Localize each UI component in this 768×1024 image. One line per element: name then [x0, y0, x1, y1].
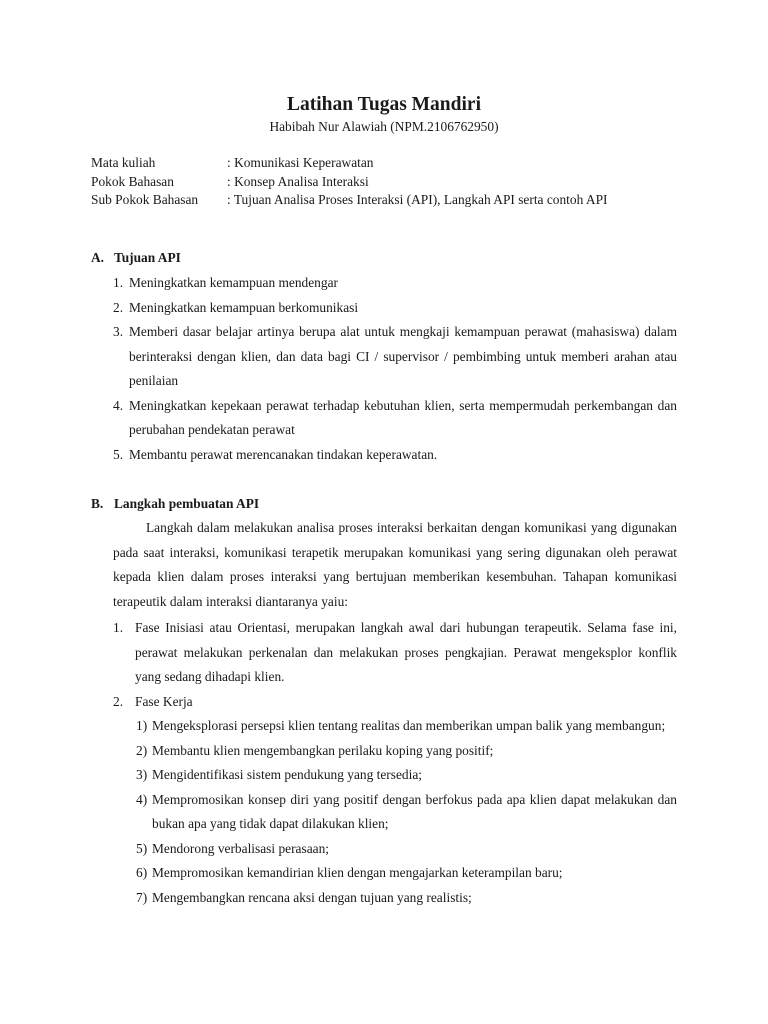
section-b-list — [113, 616, 677, 910]
meta-label: Pokok Bahasan — [91, 173, 174, 189]
meta-row — [91, 154, 607, 173]
sublist-number: 5) — [136, 840, 148, 856]
sublist-text: Mengeksplorasi persepsi klien tentang realitas dan memberikan umpan balik yang membangun; — [152, 718, 666, 733]
sublist-text: Mengidentifikasi sistem pendukung yang tersedia; — [152, 767, 422, 782]
list-number: 3. — [113, 324, 124, 339]
list-text: Memberi dasar belajar artinya berupa alat untuk mengkaji kemampuan perawat (mahasiswa) dalam berinteraksi dengan klien, dan data bagi CI / supervisor / pembimbing untuk memberi arahan atau penilaian — [129, 324, 677, 388]
sublist-number: 2) — [136, 742, 148, 758]
list-number: 2. — [113, 693, 124, 709]
list-item — [113, 690, 677, 715]
list-item — [113, 271, 677, 296]
meta-value: : Tujuan Analisa Proses Interaksi (API), Langkah API serta contoh API — [227, 192, 608, 207]
meta-row — [91, 191, 607, 210]
section-a-heading — [91, 250, 181, 266]
section-letter: A. — [91, 250, 105, 265]
meta-label: Sub Pokok Bahasan — [91, 192, 199, 207]
section-b-heading — [91, 496, 259, 512]
meta-value: : Komunikasi Keperawatan — [227, 155, 374, 170]
list-item — [113, 320, 677, 394]
sublist-text: Mempromosikan kemandirian klien dengan mengajarkan keterampilan baru; — [152, 865, 563, 880]
list-number: 1. — [113, 620, 124, 635]
sublist-item — [136, 886, 677, 911]
meta-label: Mata kuliah — [91, 155, 156, 170]
list-item — [113, 443, 677, 468]
sublist-item — [136, 861, 677, 886]
list-text: Fase Kerja — [135, 693, 193, 709]
phase-2-sublist — [136, 714, 677, 910]
list-number: 1. — [113, 275, 124, 290]
sublist-item — [136, 788, 677, 837]
list-text: Meningkatkan kepekaan perawat terhadap kebutuhan klien, serta mempermudah perkembangan dan perubahan pendekatan perawat — [129, 397, 677, 437]
sublist-text: Membantu klien mengembangkan perilaku koping yang positif; — [152, 742, 494, 758]
list-text: Membantu perawat merencanakan tindakan keperawatan. — [129, 446, 438, 462]
page-title: Latihan Tugas Mandiri — [287, 94, 481, 115]
sublist-text: Mendorong verbalisasi perasaan; — [152, 840, 329, 856]
list-text: Fase Inisiasi atau Orientasi, merupakan langkah awal dari hubungan terapeutik. Selama fase ini, perawat melakukan perkenalan dan melakukan proses pengkajian. Perawat mengeksplor konflik yang sedang dihadapi klien. — [135, 620, 677, 684]
sublist-number: 6) — [136, 865, 148, 880]
list-item — [113, 296, 677, 321]
sublist-number: 3) — [136, 767, 148, 782]
sublist-text: Mengembangkan rencana aksi dengan tujuan yang realistis; — [152, 889, 472, 905]
meta-row — [91, 173, 607, 192]
section-title: Langkah pembuatan API — [114, 496, 260, 511]
list-number: 2. — [113, 299, 124, 315]
sublist-number: 4) — [136, 791, 148, 807]
author-line: Habibah Nur Alawiah (NPM.2106762950) — [269, 119, 499, 134]
list-text: Meningkatkan kemampuan berkomunikasi — [129, 299, 359, 315]
list-number: 5. — [113, 446, 124, 462]
sublist-item — [136, 739, 677, 764]
sublist-number: 7) — [136, 889, 148, 905]
section-b-paragraph: Langkah dalam melakukan analisa proses interaksi berkaitan dengan komunikasi yang digunakan pada saat interaksi, komunikasi terapetik merupakan komunikasi yang sering digunakan oleh perawat kepada klien dalam proses interaksi yang bertujuan memberikan kesembuhan. Tahapan komunikasi terapeutik dalam interaksi diantaranya yaiu: — [113, 520, 677, 609]
list-number: 4. — [113, 397, 124, 413]
list-item — [113, 394, 677, 443]
sublist-text: Mempromosikan konsep diri yang positif dengan berfokus pada apa klien dapat melakukan dan bukan apa yang tidak dapat dilakukan klien; — [152, 791, 677, 831]
section-a-list — [113, 271, 677, 467]
sublist-item — [136, 714, 677, 739]
meta-block — [91, 154, 607, 210]
sublist-item — [136, 837, 677, 862]
section-letter: B. — [91, 496, 104, 511]
sublist-number: 1) — [136, 718, 148, 733]
sublist-item — [136, 763, 677, 788]
list-text: Meningkatkan kemampuan mendengar — [129, 275, 338, 290]
section-title: Tujuan API — [114, 250, 181, 265]
list-item — [113, 616, 677, 690]
meta-value: : Konsep Analisa Interaksi — [227, 173, 369, 189]
